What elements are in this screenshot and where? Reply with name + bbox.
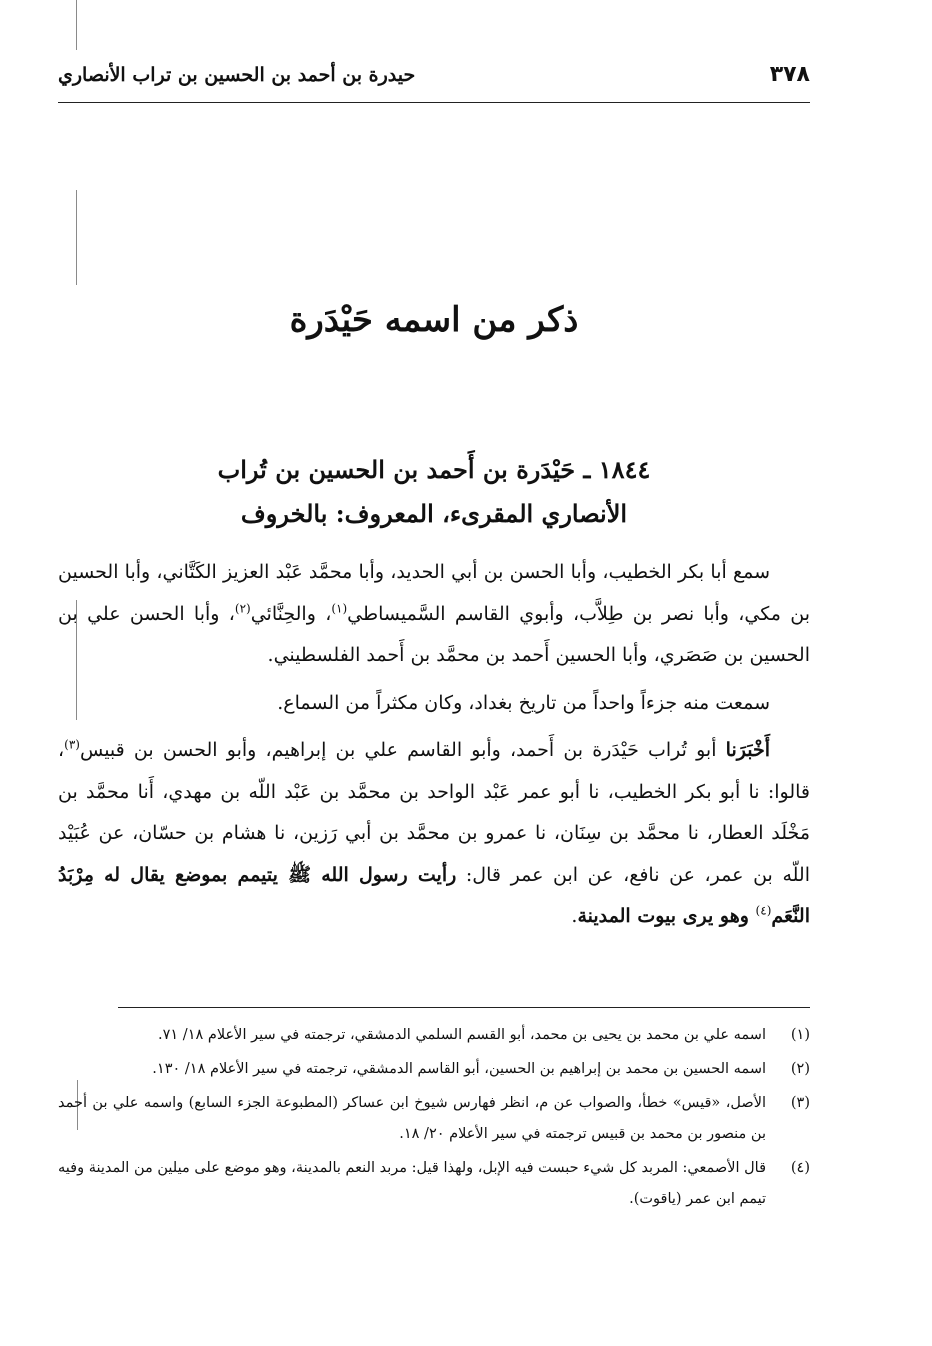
- footnote-2: [58, 1054, 810, 1085]
- running-header: [58, 58, 810, 98]
- entry-heading-line-1: ١٨٤٤ ـ حَيْدَرة بن أَحمد بن الحسين بن تُراب: [217, 455, 651, 484]
- footnote-ref[interactable]: (١): [331, 601, 348, 616]
- narration-lead: أَخْبَرَنا: [725, 739, 770, 761]
- footnotes: [58, 1020, 810, 1218]
- footnote-text: قال الأصمعي: المربد كل شيء حبست فيه الإبل، ولهذا قيل: مربد النعم بالمدينة، وهو موضع على ميلين من المدينة وفيه تيمم ابن عمر (ياقوت).: [58, 1160, 766, 1207]
- paragraph-hearing: سمعت منه جزءاً واحداً من تاريخ بغداد، وكان مكثراً من السماع.: [277, 691, 770, 714]
- footnote-3: [58, 1088, 810, 1150]
- footnote-number: (١): [790, 1027, 810, 1043]
- entry-heading: [58, 448, 810, 536]
- hadith-text: وهو يرى بيوت المدينة: [577, 905, 756, 927]
- scan-artifact-line: [76, 0, 77, 50]
- footnote-number: (٤): [790, 1160, 810, 1176]
- footnote-rule: [118, 1007, 810, 1008]
- footnote-text: الأصل، «قيس» خطأ، والصواب عن م، انظر فهارس شيوخ ابن عساكر (المطبوعة الجزء السابع) واسمه علي بن أحمد بن منصور بن محمد بن قبيس ترجمته في سير الأعلام ٢٠/ ١٨.: [58, 1095, 766, 1142]
- entry-body: [58, 552, 810, 938]
- section-heading: ذكر من اسمه حَيْدَرة: [289, 300, 579, 340]
- paragraph-text: ، وأبا الحسن علي بن الحسين بن صَصَري، وأبا الحسين أَحمد بن محمَّد بن أَحمد الفلسطيني.: [58, 602, 810, 666]
- paragraph-text: أبو تُراب حَيْدَرة بن أَحمد، وأبو القاسم علي بن إبراهيم، وأبو الحسن بن قبيس: [79, 739, 726, 761]
- footnote-text: اسمه الحسين بن محمد بن إبراهيم بن الحسين، أبو القاسم الدمشقي، ترجمته في سير الأعلام ١٨/ ١٣٠.: [152, 1061, 766, 1077]
- paragraph-text: ، والحِنَّائي: [250, 602, 332, 625]
- scan-artifact-line: [76, 190, 77, 285]
- running-title: حيدرة بن أحمد بن الحسين بن تراب الأنصاري: [58, 64, 416, 86]
- paragraph-text: سمع أبا بكر الخطيب، وأبا الحسن بن أبي الحديد، وأبا محمَّد عَبْد العزيز الكَتَّاني، وأبا الحسين بن مكي، وأبا نصر بن طِلاَّب، وأبوي القاسم السَّميساطي: [58, 561, 810, 625]
- footnote-ref[interactable]: (٤): [755, 903, 772, 918]
- paragraph-text: ، قالوا: نا أبو بكر الخطيب، نا أبو عمر عَبْد الواحد بن محمَّد بن عَبْد اللّه بن مهدي، أَنا محمَّد بن مَخْلَد العطار، نا محمَّد بن سِنَان، نا عمرو بن محمَّد بن أبي رَزين، نا هشام بن حسّان، عن عُبَيْد اللّه بن عمر، عن نافع، عن ابن عمر قال:: [58, 739, 810, 886]
- footnote-ref[interactable]: (٢): [234, 601, 251, 616]
- entry-heading-line-2: الأنصاري المقرىء، المعروف: بالخروف: [240, 499, 628, 528]
- hadith-text: رأيت رسول الله ﷺ يتيمم بموضع يقال له مِرْبَدُ النَّعَم: [58, 863, 810, 927]
- paragraph-teachers: [58, 552, 810, 677]
- footnote-ref[interactable]: (٣): [64, 737, 80, 752]
- page-number: ٣٧٨: [769, 62, 810, 87]
- paragraph-hadith: [58, 730, 810, 938]
- footnote-1: [58, 1020, 810, 1051]
- paragraph-text: .: [571, 905, 578, 927]
- header-rule: [58, 102, 810, 103]
- footnote-text: اسمه علي بن محمد بن يحيى بن محمد، أبو القسم السلمي الدمشقي، ترجمته في سير الأعلام ١٨/ ٧١.: [158, 1027, 766, 1043]
- footnote-number: (٢): [790, 1061, 810, 1077]
- footnote-4: [58, 1153, 810, 1215]
- footnote-number: (٣): [790, 1095, 810, 1111]
